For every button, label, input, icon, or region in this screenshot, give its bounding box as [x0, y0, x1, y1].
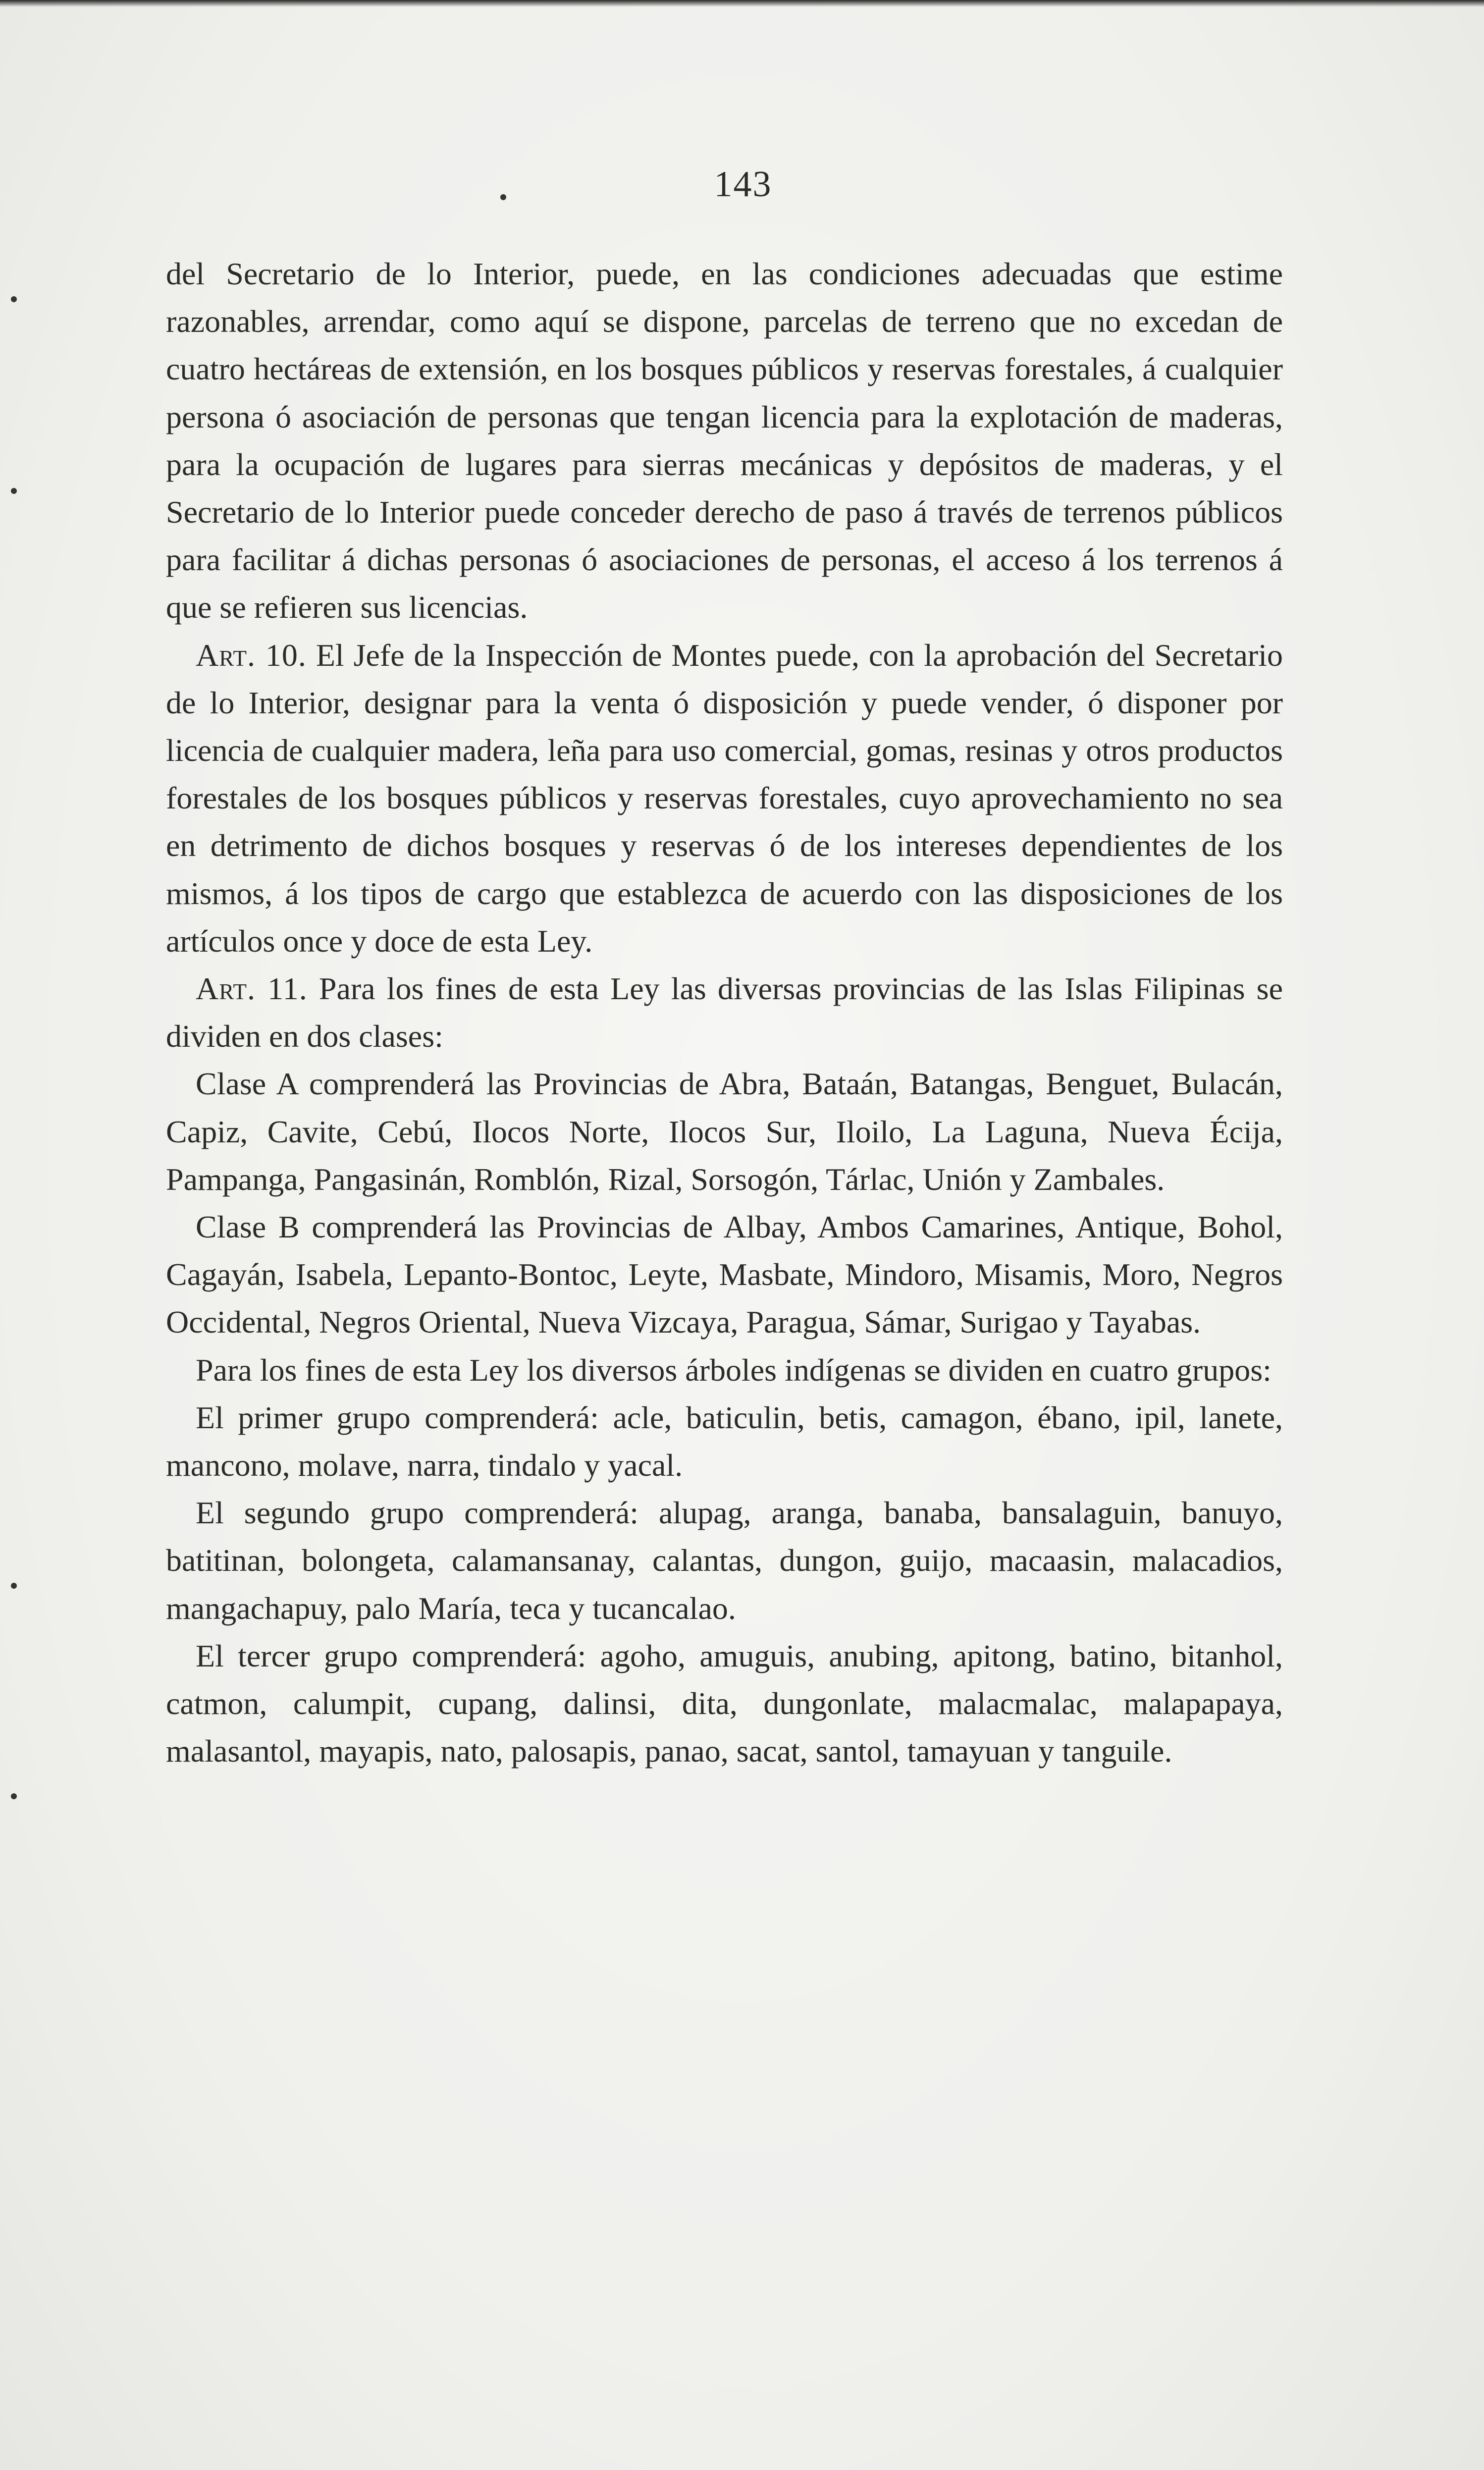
paragraph-group-2: El segundo grupo comprenderá: alupag, aranga, banaba, bansalaguin, banuyo, batitinan, bolongeta, calamansanay, calantas, dungon, guijo, macaasin, malacadios, mangachapuy, palo María, teca y tucancalao. — [166, 1495, 1283, 1626]
ink-speck — [11, 296, 17, 302]
paragraph-group-1: El primer grupo comprenderá: acle, baticulin, betis, camagon, ébano, ipil, lanete, mancono, molave, narra, tindalo y yacal. — [166, 1399, 1283, 1483]
paragraph-clase-a: Clase A comprenderá las Provincias de Abra, Bataán, Batangas, Benguet, Bulacán, Capiz, Cavite, Cebú, Ilocos Norte, Ilocos Sur, Iloilo, La Laguna, Nueva Écija, Pampanga, Pangasinán, Romblón, Rizal, Sorsogón, Tárlac, Unión y Zambales. — [166, 1066, 1283, 1197]
article-label-10: Art. 10. — [196, 637, 307, 673]
ink-speck — [500, 194, 506, 200]
ink-speck — [11, 1793, 17, 1799]
article-label-11: Art. 11. — [196, 971, 308, 1007]
ink-speck — [11, 1583, 17, 1589]
paragraph-art-11 — [166, 965, 1283, 1060]
article-10-text: El Jefe de la Inspección de Montes puede, con la aprobación del Secretario de lo Interior, designar para la venta ó disposición y puede vender, ó disponer por licencia de cualquier madera, leña para uso comercial, gomas, resinas y otros productos forestales de los bosques públicos y reservas forestales, cuyo aprovechamiento no sea en detrimento de dichos bosques y reservas ó de los intereses dependientes de los mismos, á los tipos de cargo que establezca de acuerdo con las disposiciones de los artículos once y doce de esta Ley. — [166, 637, 1283, 959]
paragraph-groups-intro: Para los fines de esta Ley los diversos árboles indígenas se dividen en cuatro grupos: — [196, 1352, 1272, 1388]
page-number: 143 — [714, 164, 772, 205]
page-top-edge — [0, 0, 1484, 7]
paragraph-continuation: del Secretario de lo Interior, puede, en las condiciones adecuadas que estime razonables, arrendar, como aquí se dispone, parcelas de terreno que no excedan de cuatro hectáreas de extensión, en los bosques públicos y reservas forestales, á cualquier persona ó asociación de personas que tengan licencia para la explotación de maderas, para la ocupación de lugares para sierras mecánicas y depósitos de maderas, y el Secretario de lo Interior puede conceder derecho de paso á través de terrenos públicos para facilitar á dichas personas ó asociaciones de personas, el acceso á los terrenos á que se refieren sus licencias. — [166, 256, 1283, 625]
ink-speck — [11, 488, 17, 494]
paragraph-clase-b: Clase B comprenderá las Provincias de Albay, Ambos Camarines, Antique, Bohol, Cagayán, Isabela, Lepanto-Bontoc, Leyte, Masbate, Mindoro, Misamis, Moro, Negros Occidental, Negros Oriental, Nueva Vizcaya, Paragua, Sámar, Surigao y Tayabas. — [166, 1209, 1283, 1340]
article-11-text: Para los fines de esta Ley las diversas provincias de las Islas Filipinas se dividen en dos clases: — [166, 971, 1283, 1054]
body-text — [166, 250, 1283, 1775]
paragraph-group-3: El tercer grupo comprenderá: agoho, amuguis, anubing, apitong, batino, bitanhol, catmon, calumpit, cupang, dalinsi, dita, dungonlate, malacmalac, malapapaya, malasantol, mayapis, nato, palosapis, panao, sacat, santol, tamayuan y tanguile. — [166, 1638, 1283, 1769]
paragraph-art-10 — [166, 632, 1283, 965]
